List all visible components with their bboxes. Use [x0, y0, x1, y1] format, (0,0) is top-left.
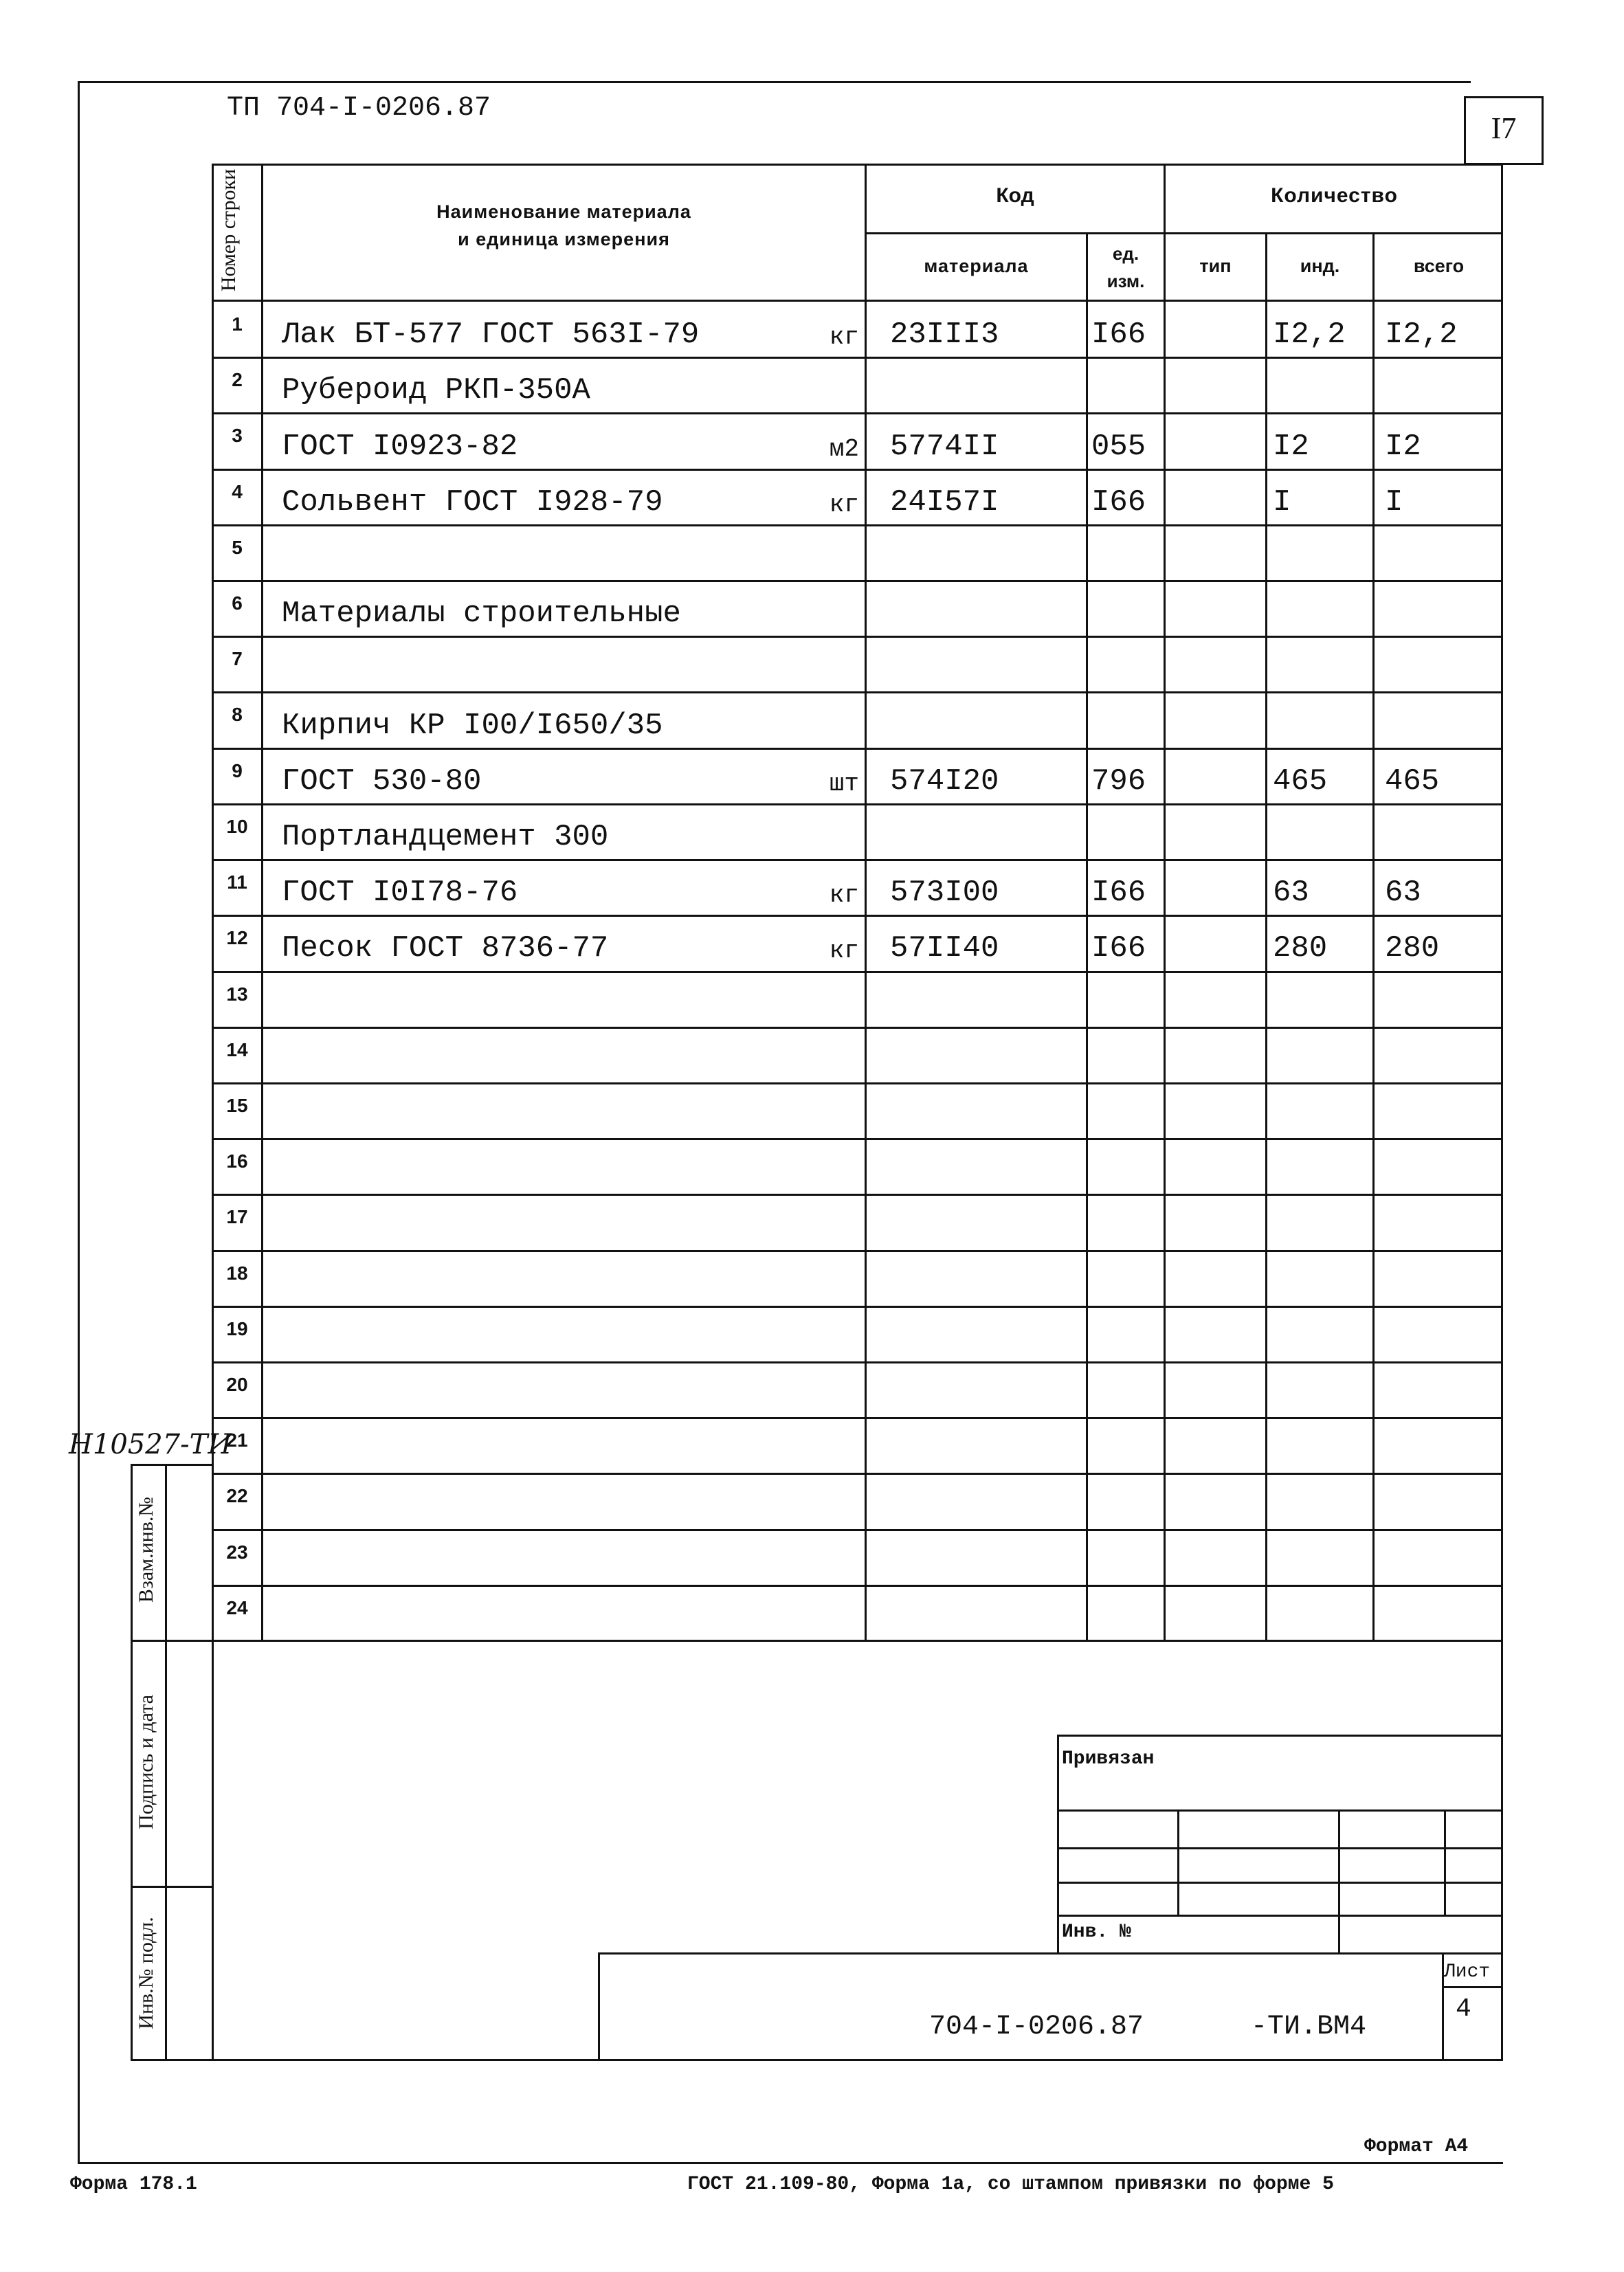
row-number: 18 — [226, 1262, 248, 1284]
row-line — [213, 971, 1503, 973]
row-number: 7 — [232, 648, 243, 669]
row-number: 6 — [232, 592, 243, 614]
material-code: 23III3 — [890, 318, 999, 352]
row-line — [213, 1306, 1503, 1308]
unit-code: 055 — [1091, 430, 1146, 464]
row-line — [213, 636, 1503, 638]
row-line — [213, 580, 1503, 582]
row-line — [213, 1250, 1503, 1252]
material-code: 24I57I — [890, 485, 999, 520]
form-left: Форма 178.1 — [70, 2174, 197, 2195]
handwritten-inventory: Н10527-ТИ — [69, 1429, 232, 1460]
material-name: Материалы строительные — [282, 597, 681, 631]
quantity-header: Количество — [1271, 184, 1398, 207]
stamp-line1 — [1057, 1809, 1503, 1812]
unit-code-header-1: ед. — [1112, 243, 1139, 264]
material-code: 573I00 — [890, 876, 999, 910]
side-stamp-mid — [165, 1464, 167, 2060]
side-stamp-bottom — [131, 2059, 1503, 2061]
stamp-left — [1057, 1735, 1059, 1954]
row-number: 10 — [226, 816, 248, 837]
unit-label: кг — [829, 323, 859, 351]
qty-col-line — [1164, 164, 1166, 1641]
material-name: ГОСТ 530-80 — [282, 764, 482, 799]
row-number: 11 — [227, 871, 247, 893]
ind-value: I2,2 — [1273, 318, 1346, 352]
code-header: Код — [996, 184, 1034, 207]
name-col-line — [865, 164, 867, 1641]
unit-code: I66 — [1091, 485, 1146, 520]
material-code-header: материала — [924, 256, 1029, 276]
frame-left — [78, 81, 80, 2163]
ind-header: инд. — [1300, 256, 1340, 276]
type-header: тип — [1199, 256, 1232, 276]
row-line — [213, 1585, 1503, 1587]
row-number: 5 — [232, 537, 243, 558]
row-line — [213, 469, 1503, 471]
stamp-list-mid — [1442, 1986, 1503, 1988]
table-bottom — [212, 1640, 1503, 1642]
inv-podl-label: Инв.№ подл. — [135, 1917, 157, 2029]
list-label: Лист — [1444, 1961, 1491, 1983]
row-line — [213, 915, 1503, 917]
stamp-vline1 — [1177, 1809, 1179, 1916]
total-value: 465 — [1385, 764, 1440, 799]
stamp-vline2 — [1338, 1809, 1340, 1954]
row-line — [213, 1082, 1503, 1084]
row-number: 24 — [226, 1597, 248, 1618]
row-number: 20 — [226, 1374, 248, 1395]
material-name: Рубероид РКП-350А — [282, 373, 590, 408]
stamp-line2 — [1057, 1847, 1503, 1849]
page-box-top — [1464, 96, 1544, 98]
row-line — [213, 1194, 1503, 1196]
stamp-line3 — [1057, 1882, 1503, 1884]
header-subline — [865, 232, 1503, 234]
total-value: 280 — [1385, 931, 1440, 966]
row-line — [213, 1473, 1503, 1475]
designation-main: 704-I-0206.87 — [929, 2012, 1144, 2042]
num-col-line — [261, 164, 263, 1641]
unit-label: шт — [829, 770, 859, 798]
unit-code: I66 — [1091, 318, 1146, 352]
row-number: 16 — [226, 1150, 248, 1172]
list-value: 4 — [1456, 1994, 1471, 2024]
ind-value: 63 — [1273, 876, 1309, 910]
unit-code: 796 — [1091, 764, 1146, 799]
row-number-header: Номер строки — [217, 168, 240, 292]
format-label: Формат А4 — [1364, 2136, 1469, 2157]
row-line — [213, 1361, 1503, 1363]
row-number: 22 — [226, 1485, 248, 1506]
material-name: Портландцемент 300 — [282, 820, 609, 854]
row-line — [213, 1027, 1503, 1029]
material-code: 574I20 — [890, 764, 999, 799]
row-number: 14 — [226, 1039, 248, 1060]
total-value: I — [1385, 485, 1403, 520]
material-name: Кирпич КР I00/I650/35 — [282, 709, 663, 743]
material-name: Песок ГОСТ 8736-77 — [282, 931, 609, 966]
total-value: I2 — [1385, 430, 1421, 464]
unit-label: кг — [829, 491, 859, 519]
doc-code: ТП 704-I-0206.87 — [227, 93, 491, 124]
page-number: I7 — [1491, 111, 1517, 145]
row-number: 15 — [226, 1095, 248, 1116]
row-number: 8 — [232, 704, 243, 725]
code-col-line — [1086, 234, 1088, 1641]
unit-label: кг — [829, 937, 859, 965]
form-right: ГОСТ 21.109-80, Форма 1а, со штампом привязки по форме 5 — [687, 2174, 1334, 2195]
row-line — [213, 412, 1503, 414]
side-stamp-left — [131, 1464, 133, 2060]
row-number: 21 — [226, 1429, 248, 1451]
unit-label: м2 — [829, 435, 859, 463]
frame-top — [79, 81, 1471, 83]
row-number: 23 — [226, 1541, 248, 1563]
ind-value: I — [1273, 485, 1291, 520]
unit-code-header-2: изм. — [1106, 271, 1145, 291]
stamp-big-left — [598, 1952, 600, 2060]
ind-value: 465 — [1273, 764, 1328, 799]
material-name: ГОСТ I0I78-76 — [282, 876, 518, 910]
podpis-data-label: Подпись и дата — [135, 1695, 157, 1829]
stamp-top — [1057, 1735, 1503, 1737]
header-bottom — [213, 300, 1503, 302]
material-code: 5774II — [890, 430, 999, 464]
designation-suffix: -ТИ.ВМ4 — [1251, 2012, 1367, 2042]
row-line — [213, 1138, 1503, 1140]
material-name: Сольвент ГОСТ I928-79 — [282, 485, 663, 520]
table-top — [213, 164, 1503, 166]
material-name: ГОСТ I0923-82 — [282, 430, 518, 464]
privyazan-label: Привязан — [1062, 1748, 1155, 1770]
material-code: 57II40 — [890, 931, 999, 966]
typ-col-line — [1265, 234, 1267, 1641]
row-number: 4 — [232, 481, 243, 502]
name-header-line1: Наименование материала — [436, 201, 691, 222]
row-number: 1 — [232, 313, 243, 335]
row-number: 9 — [232, 760, 243, 781]
frame-bottom — [78, 2162, 1503, 2164]
row-line — [213, 748, 1503, 750]
stamp-line4 — [1057, 1915, 1503, 1917]
row-number: 2 — [232, 369, 243, 390]
row-line — [213, 1417, 1503, 1419]
row-number: 3 — [232, 425, 243, 446]
unit-code: I66 — [1091, 876, 1146, 910]
row-number: 17 — [226, 1206, 248, 1227]
stamp-vline3 — [1444, 1809, 1446, 1916]
table-left — [212, 164, 214, 2060]
row-line — [213, 803, 1503, 805]
row-line — [213, 1529, 1503, 1531]
row-number: 13 — [226, 983, 248, 1005]
total-header: всего — [1413, 256, 1465, 276]
row-line — [213, 859, 1503, 861]
row-number: 19 — [226, 1318, 248, 1339]
row-line — [213, 524, 1503, 526]
ind-value: I2 — [1273, 430, 1309, 464]
page-box-right — [1542, 96, 1544, 165]
ind-value: 280 — [1273, 931, 1328, 966]
material-name: Лак БТ-577 ГОСТ 563I-79 — [282, 318, 700, 352]
side-stamp-div2 — [131, 1886, 213, 1888]
ind-col-line — [1372, 234, 1375, 1641]
name-header-line2: и единица измерения — [458, 229, 670, 249]
total-value: I2,2 — [1385, 318, 1458, 352]
row-number: 12 — [226, 927, 248, 948]
unit-code: I66 — [1091, 931, 1146, 966]
unit-label: кг — [829, 881, 859, 909]
stamp-big-top — [599, 1952, 1503, 1954]
inv-no-label: Инв. № — [1062, 1922, 1131, 1943]
total-value: 63 — [1385, 876, 1421, 910]
row-line — [213, 357, 1503, 359]
vzam-inv-label: Взам.инв.№ — [135, 1496, 157, 1603]
row-line — [213, 691, 1503, 693]
